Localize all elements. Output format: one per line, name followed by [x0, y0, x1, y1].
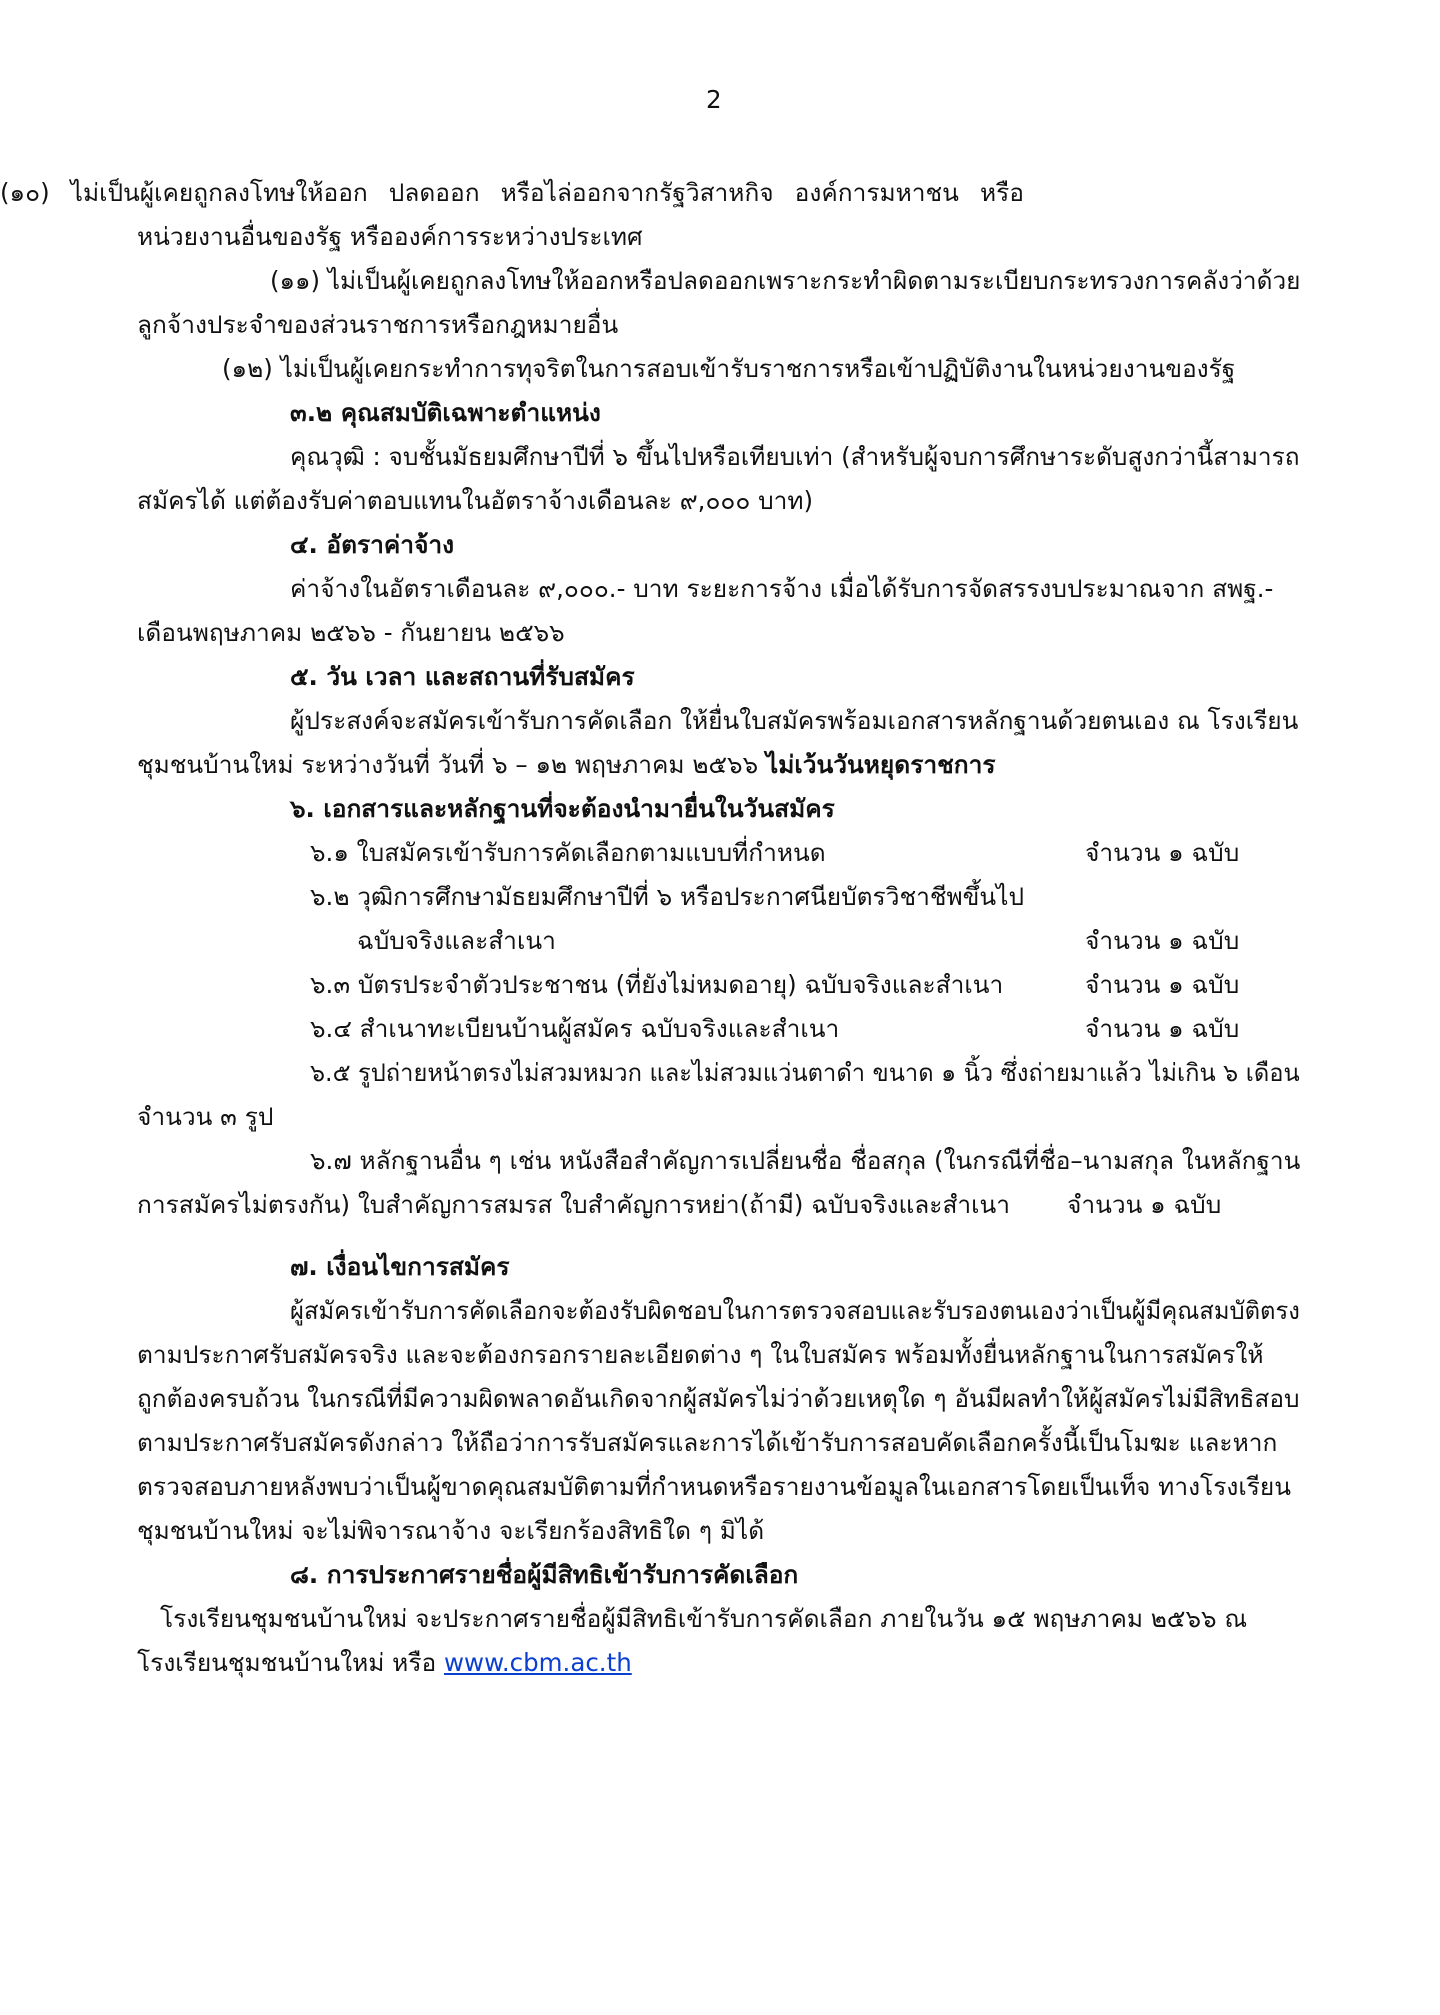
item-12: (๑๒) ไม่เป็นผู้เคยกระทำการทุจริตในการสอบเข้ารับราชการหรือเข้าปฏิบัติงานในหน่วยงานของรัฐ [222, 354, 1236, 383]
section-6-item-5-line-2: จำนวน ๓ รูป [137, 1102, 274, 1131]
section-7-heading: ๗. เงื่อนไขการสมัคร [290, 1252, 510, 1281]
section-4-line-2: เดือนพฤษภาคม ๒๕๖๖ - กันยายน ๒๕๖๖ [137, 618, 565, 647]
item-10-word: ไม่เป็นผู้เคยถูกลงโทษให้ออก [70, 178, 368, 207]
section-6-item-7-line-1: ๖.๗ หลักฐานอื่น ๆ เช่น หนังสือสำคัญการเปลี่ยนชื่อ ชื่อสกุล (ในกรณีที่ชื่อ–นามสกุล ในหลักฐาน [310, 1146, 1301, 1175]
section-7-line: ตรวจสอบภายหลังพบว่าเป็นผู้ขาดคุณสมบัติตามที่กำหนดหรือรายงานข้อมูลในเอกสารโดยเป็นเท็จ ทางโรงเรียน [137, 1472, 1291, 1501]
item-10-word: องค์การมหาชน [794, 178, 959, 207]
section-6-item-1-count: จำนวน ๑ ฉบับ [1085, 838, 1240, 867]
section-6-item-7-line-2: การสมัครไม่ตรงกัน) ใบสำคัญการสมรส ใบสำคัญการหย่า(ถ้ามี) ฉบับจริงและสำเนา [137, 1190, 1011, 1219]
section-5-line-2 [137, 747, 996, 783]
item-10-word: หรือไล่ออกจากรัฐวิสาหกิจ [500, 178, 774, 207]
item-11-line-1: (๑๑) ไม่เป็นผู้เคยถูกลงโทษให้ออกหรือปลดออกเพราะกระทำผิดตามระเบียบกระทรวงการคลังว่าด้วย [270, 266, 1301, 295]
section-8-line-2-text: โรงเรียนชุมชนบ้านใหม่ หรือ [137, 1648, 444, 1677]
item-10-line-2: หน่วยงานอื่นของรัฐ หรือองค์การระหว่างประเทศ [137, 222, 643, 251]
section-4-heading: ๔. อัตราค่าจ้าง [290, 530, 455, 559]
section-3-2-heading: ๓.๒ คุณสมบัติเฉพาะตำแหน่ง [290, 398, 601, 427]
section-6-item-3: ๖.๓ บัตรประจำตัวประชาชน (ที่ยังไม่หมดอายุ) ฉบับจริงและสำเนา [310, 970, 1004, 999]
item-10-line-1 [0, 175, 1440, 211]
section-5-line-2-text: ชุมชนบ้านใหม่ ระหว่างวันที่ วันที่ ๖ – ๑๒ พฤษภาคม ๒๕๖๖ [137, 750, 766, 779]
section-6-item-4-count: จำนวน ๑ ฉบับ [1085, 1014, 1240, 1043]
section-6-item-5-line-1: ๖.๕ รูปถ่ายหน้าตรงไม่สวมหมวก และไม่สวมแว่นตาดำ ขนาด ๑ นิ้ว ซึ่งถ่ายมาแล้ว ไม่เกิน ๖ เดือน [310, 1058, 1300, 1087]
section-7-line: ถูกต้องครบถ้วน ในกรณีที่มีความผิดพลาดอันเกิดจากผู้สมัครไม่ว่าด้วยเหตุใด ๆ อันมีผลทำให้ผู้สมัครไม่มีสิทธิสอบ [137, 1384, 1300, 1413]
section-6-item-3-count: จำนวน ๑ ฉบับ [1085, 970, 1240, 999]
section-6-item-2-count: จำนวน ๑ ฉบับ [1085, 926, 1240, 955]
section-6-item-1: ๖.๑ ใบสมัครเข้ารับการคัดเลือกตามแบบที่กำหนด [310, 838, 826, 867]
section-7-line: ผู้สมัครเข้ารับการคัดเลือกจะต้องรับผิดชอบในการตรวจสอบและรับรองตนเองว่าเป็นผู้มีคุณสมบัติตรง [290, 1296, 1300, 1325]
section-7-line: ตามประกาศรับสมัครดังกล่าว ให้ถือว่าการรับสมัครและการได้เข้ารับการสอบคัดเลือกครั้งนี้เป็นโมฆะ และหาก [137, 1428, 1278, 1457]
section-6-item-2-line-1: ๖.๒ วุฒิการศึกษามัธยมศึกษาปีที่ ๖ หรือประกาศนียบัตรวิชาชีพขึ้นไป [310, 882, 1024, 911]
item-11-line-2: ลูกจ้างประจำของส่วนราชการหรือกฎหมายอื่น [137, 310, 619, 339]
section-6-heading: ๖. เอกสารและหลักฐานที่จะต้องนำมายื่นในวันสมัคร [290, 794, 835, 823]
item-10-word: ปลดออก [388, 178, 480, 207]
section-5-line-1: ผู้ประสงค์จะสมัครเข้ารับการคัดเลือก ให้ยื่นใบสมัครพร้อมเอกสารหลักฐานด้วยตนเอง ณ โรงเรียน [290, 706, 1299, 735]
section-8-heading: ๘. การประกาศรายชื่อผู้มีสิทธิเข้ารับการคัดเลือก [290, 1560, 799, 1589]
section-6-item-2-line-2: ฉบับจริงและสำเนา [357, 926, 556, 955]
section-6-item-7-count: จำนวน ๑ ฉบับ [1067, 1190, 1222, 1219]
page-number: 2 [706, 85, 722, 114]
item-10-word: หรือ [979, 178, 1024, 207]
section-5-heading: ๕. วัน เวลา และสถานที่รับสมัคร [290, 662, 635, 691]
section-8-line-2 [137, 1645, 632, 1681]
section-7-line: ชุมชนบ้านใหม่ จะไม่พิจารณาจ้าง จะเรียกร้องสิทธิใด ๆ มิได้ [137, 1516, 765, 1545]
item-10-word: (๑๐) [0, 178, 50, 207]
section-8-line-1: โรงเรียนชุมชนบ้านใหม่ จะประกาศรายชื่อผู้มีสิทธิเข้ารับการคัดเลือก ภายในวัน ๑๕ พฤษภาคม ๒๕๖๖ ณ [160, 1604, 1248, 1633]
school-website-link[interactable]: www.cbm.ac.th [444, 1648, 632, 1677]
section-3-2-line-1: คุณวุฒิ : จบชั้นมัธยมศึกษาปีที่ ๖ ขึ้นไปหรือเทียบเท่า (สำหรับผู้จบการศึกษาระดับสูงกว่านี้สามารถ [290, 442, 1300, 471]
section-3-2-line-2: สมัครได้ แต่ต้องรับค่าตอบแทนในอัตราจ้างเดือนละ ๙,๐๐๐ บาท) [137, 486, 814, 515]
section-4-line-1: ค่าจ้างในอัตราเดือนละ ๙,๐๐๐.- บาท ระยะการจ้าง เมื่อได้รับการจัดสรรงบประมาณจาก สพฐ.- [290, 574, 1274, 603]
section-6-item-4: ๖.๔ สำเนาทะเบียนบ้านผู้สมัคร ฉบับจริงและสำเนา [310, 1014, 840, 1043]
section-5-line-2-bold: ไม่เว้นวันหยุดราชการ [765, 750, 996, 779]
section-7-line: ตามประกาศรับสมัครจริง และจะต้องกรอกรายละเอียดต่าง ๆ ในใบสมัคร พร้อมทั้งยื่นหลักฐานในการสมัครให้ [137, 1340, 1264, 1369]
